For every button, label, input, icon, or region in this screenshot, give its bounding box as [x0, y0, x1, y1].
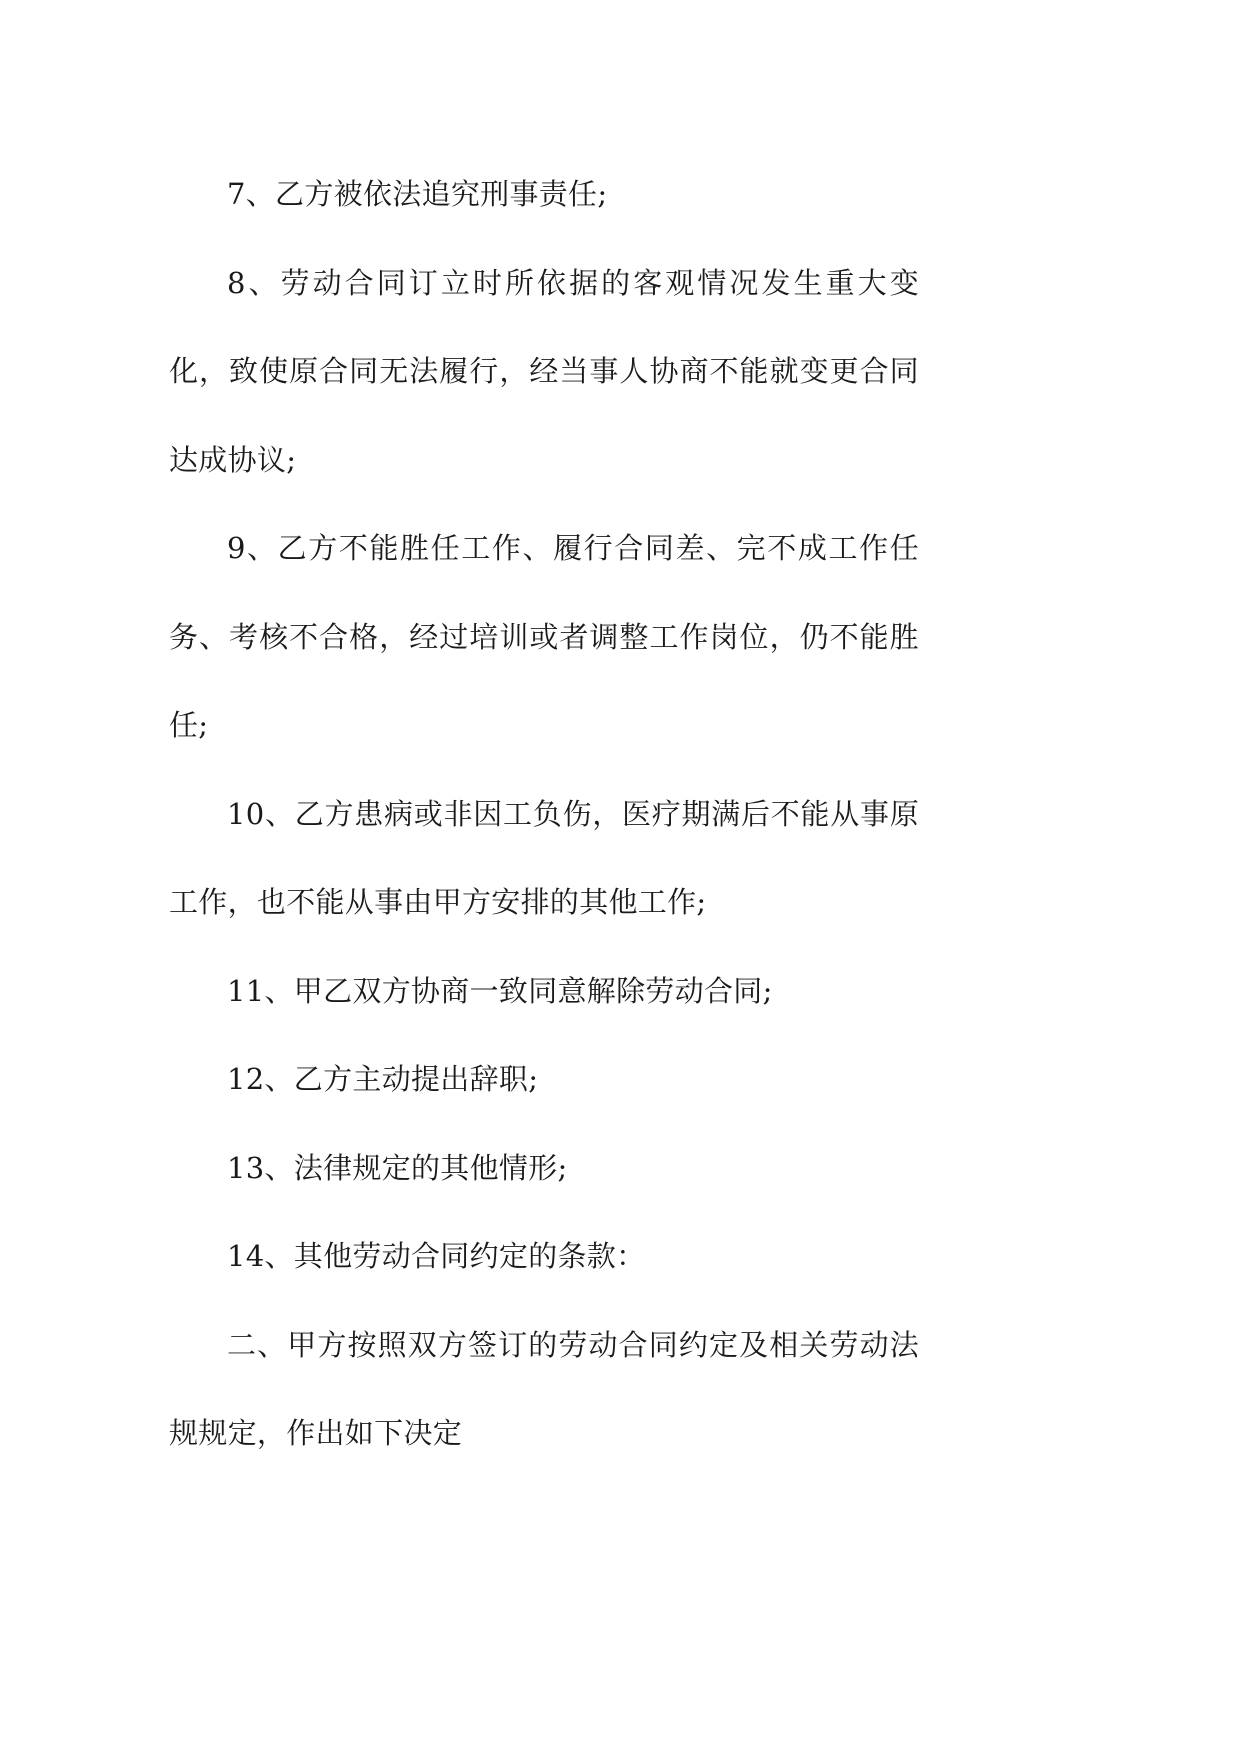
clause-7: 7、乙方被依法追究刑事责任;	[227, 177, 608, 211]
clause-12: 12、乙方主动提出辞职;	[227, 1062, 539, 1096]
clause-14: 14、其他劳动合同约定的条款：	[227, 1239, 646, 1273]
clause-9: 9、乙方不能胜任工作、履行合同差、完不成工作任务、考核不合格，经过培训或者调整工作岗位，仍不能胜任;	[169, 531, 919, 742]
section-2-heading: 二、甲方按照双方签订的劳动合同约定及相关劳动法规规定，作出如下决定	[169, 1327, 919, 1450]
clause-8: 8、劳动合同订立时所依据的客观情况发生重大变化，致使原合同无法履行，经当事人协商不能就变更合同达成协议;	[169, 265, 919, 477]
clause-10: 10、乙方患病或非因工负伤，医疗期满后不能从事原工作，也不能从事由甲方安排的其他工作;	[169, 796, 919, 919]
clause-11: 11、甲乙双方协商一致同意解除劳动合同;	[227, 973, 773, 1008]
document-body	[169, 150, 919, 1478]
clause-13: 13、法律规定的其他情形;	[227, 1150, 568, 1185]
